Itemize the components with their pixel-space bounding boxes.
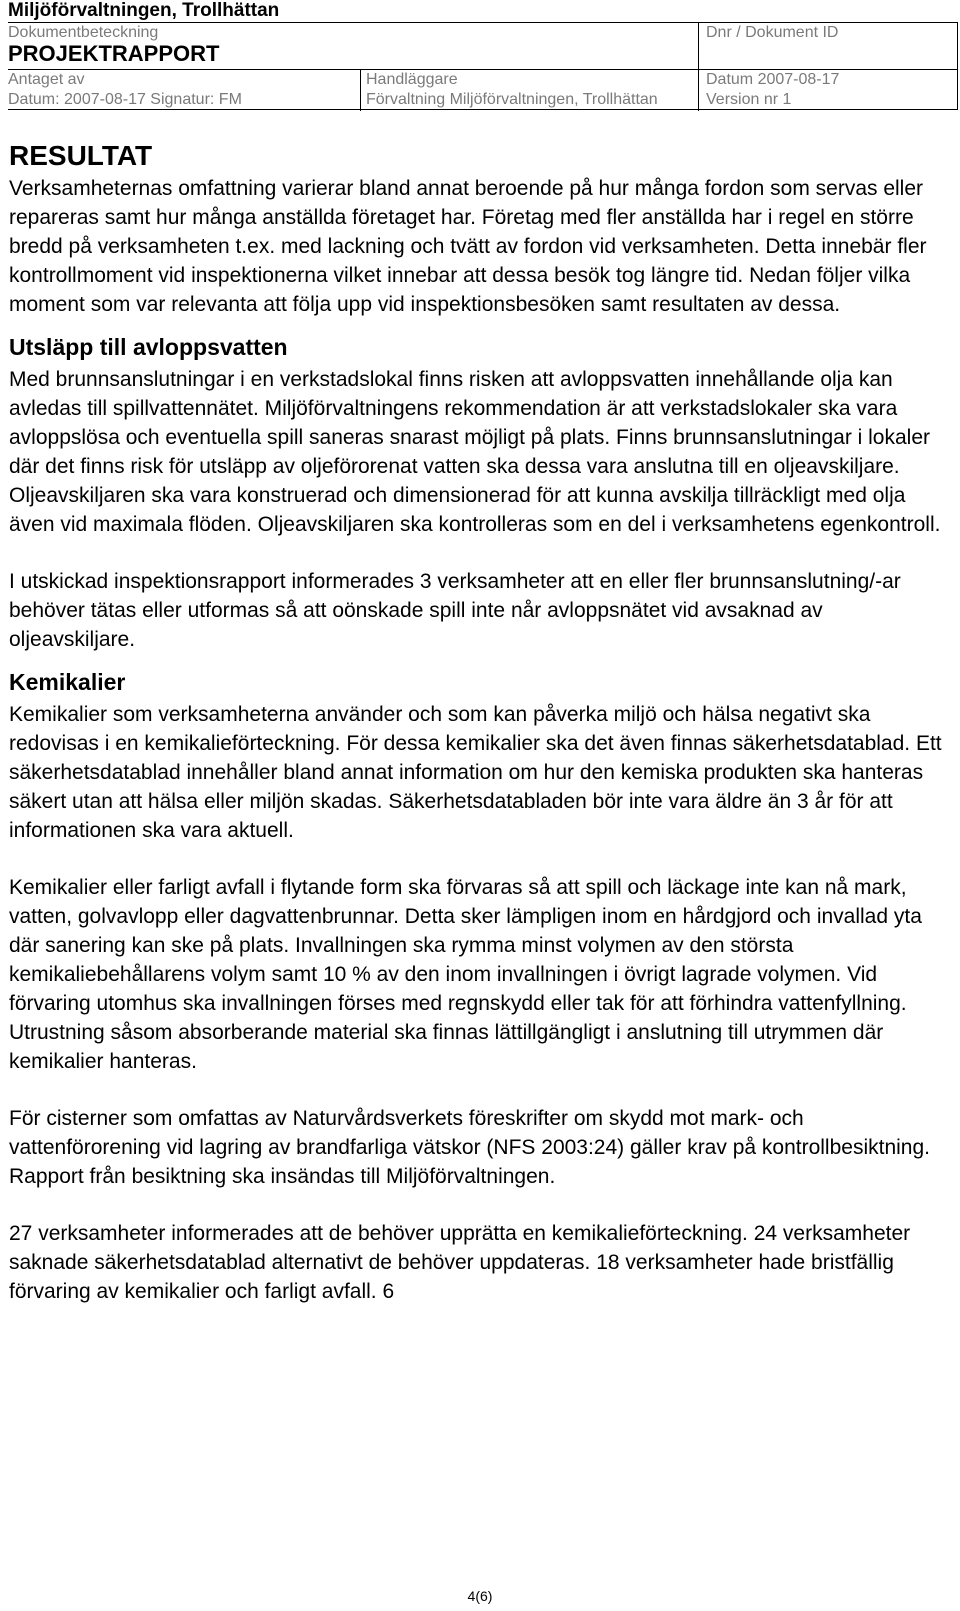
paragraph-kemikalier-3: För cisterner som omfattas av Naturvårdsverkets föreskrifter om skydd mot mark- och vattenförorening vid lagring av brandfarliga vätskor (NFS 2003:24) gäller krav på kontrollbesiktning. Rapport från besiktning ska insändas till Miljöförvaltningen.	[9, 1107, 930, 1188]
header-divider-horizontal	[8, 69, 958, 70]
heading-utslapp: Utsläpp till avloppsvatten	[9, 334, 288, 360]
date-label: Datum 2007-08-17	[706, 71, 840, 88]
handler-label: Handläggare	[366, 71, 458, 88]
dnr-label: Dnr / Dokument ID	[706, 24, 839, 41]
paragraph-kemikalier-1: Kemikalier som verksamheterna använder och som kan påverka miljö och hälsa negativt ska redovisas i en kemikalieförteckning. För dessa kemikalier ska det även finnas säkerhetsdatablad. Ett säkerhetsdatablad innehåller bland annat information om hur den kemiska produkten ska hanteras säkert utan att hälsa eller miljön skadas. Säkerhetsdatabladen bör inte vara äldre än 3 år för att informationen ska vara aktuell.	[9, 703, 942, 842]
paragraph-kemikalier-2: Kemikalier eller farligt avfall i flytande form ska förvaras så att spill och läckage inte kan nå mark, vatten, golvavlopp eller dagvattenbrunnar. Detta sker lämpligen inom en hårdgjord och invallad yta där sanering kan ske på plats. Invallningen ska rymma minst volymen av den största kemikaliebehållarens volym samt 10 % av den inom invallningen i övrigt lagrade volymen. Vid förvaring utomhus ska invallningen förses med regnskydd eller tak för att förhindra vattenfyllning. Utrustning såsom absorberande material ska finnas lättillgängligt i anslutning till utrymmen där kemikalier hanteras.	[9, 876, 922, 1073]
heading-kemikalier: Kemikalier	[9, 669, 126, 695]
approved-value: Datum: 2007-08-17 Signatur: FM	[8, 91, 242, 108]
paragraph-utslapp-1: Med brunnsanslutningar i en verkstadslokal finns risken att avloppsvatten innehållande olja kan avledas till spillvattennätet. Miljöförvaltningens rekommendation är att verkstadslokaler ska vara avloppslösa och eventuella spill saneras snarast möjligt på plats. Finns brunnsanslutningar i lokaler där det finns risk för utsläpp av oljeförorenat vatten ska dessa vara anslutna till en oljeavskiljare. Oljeavskiljaren ska vara konstruerad och dimensionerad för att kunna avskilja tillräckligt med olja även vid maximala flöden. Oljeavskiljaren ska kontrolleras som en del i verksamhetens egenkontroll.	[9, 368, 941, 536]
version-label: Version nr 1	[706, 91, 792, 108]
organization-name: Miljöförvaltningen, Trollhättan	[8, 0, 280, 21]
paragraph-intro: Verksamheternas omfattning varierar bland annat beroende på hur många fordon som servas eller repareras samt hur många anställda företaget har. Företag med fler anställda har i regel en större bredd på verksamheten t.ex. med lackning och tvätt av fordon vid verksamheten. Detta innebär fler kontrollmoment vid inspektionerna vilket innebar att dessa besök tog längre tid. Nedan följer vilka moment som var relevanta att följa upp vid inspektionsbesöken samt resultaten av dessa.	[9, 177, 927, 316]
doc-title: PROJEKTRAPPORT	[8, 41, 220, 66]
paragraph-kemikalier-4: 27 verksamheter informerades att de behöver upprätta en kemikalieförteckning. 24 verksamheter saknade säkerhetsdatablad alternativt de behöver uppdateras. 18 verksamheter hade bristfällig förvaring av kemikalier och farligt avfall. 6	[9, 1222, 911, 1303]
header-divider-vertical-2	[360, 69, 361, 111]
document-body	[9, 140, 949, 1306]
handler-value: Förvaltning Miljöförvaltningen, Trollhättan	[366, 91, 658, 108]
paragraph-utslapp-2: I utskickad inspektionsrapport informerades 3 verksamheter att en eller fler brunnsanslutning/-ar behöver tätas eller utformas så att oönskade spill inte når avloppsnätet vid avsaknad av oljeavskiljare.	[9, 570, 901, 651]
approved-label: Antaget av	[8, 71, 85, 88]
header-box	[8, 22, 958, 110]
header-divider-vertical	[698, 23, 699, 111]
doc-label: Dokumentbeteckning	[8, 24, 159, 41]
document-header	[8, 0, 958, 112]
page-number: 4(6)	[467, 1588, 493, 1604]
heading-resultat: RESULTAT	[9, 140, 153, 171]
